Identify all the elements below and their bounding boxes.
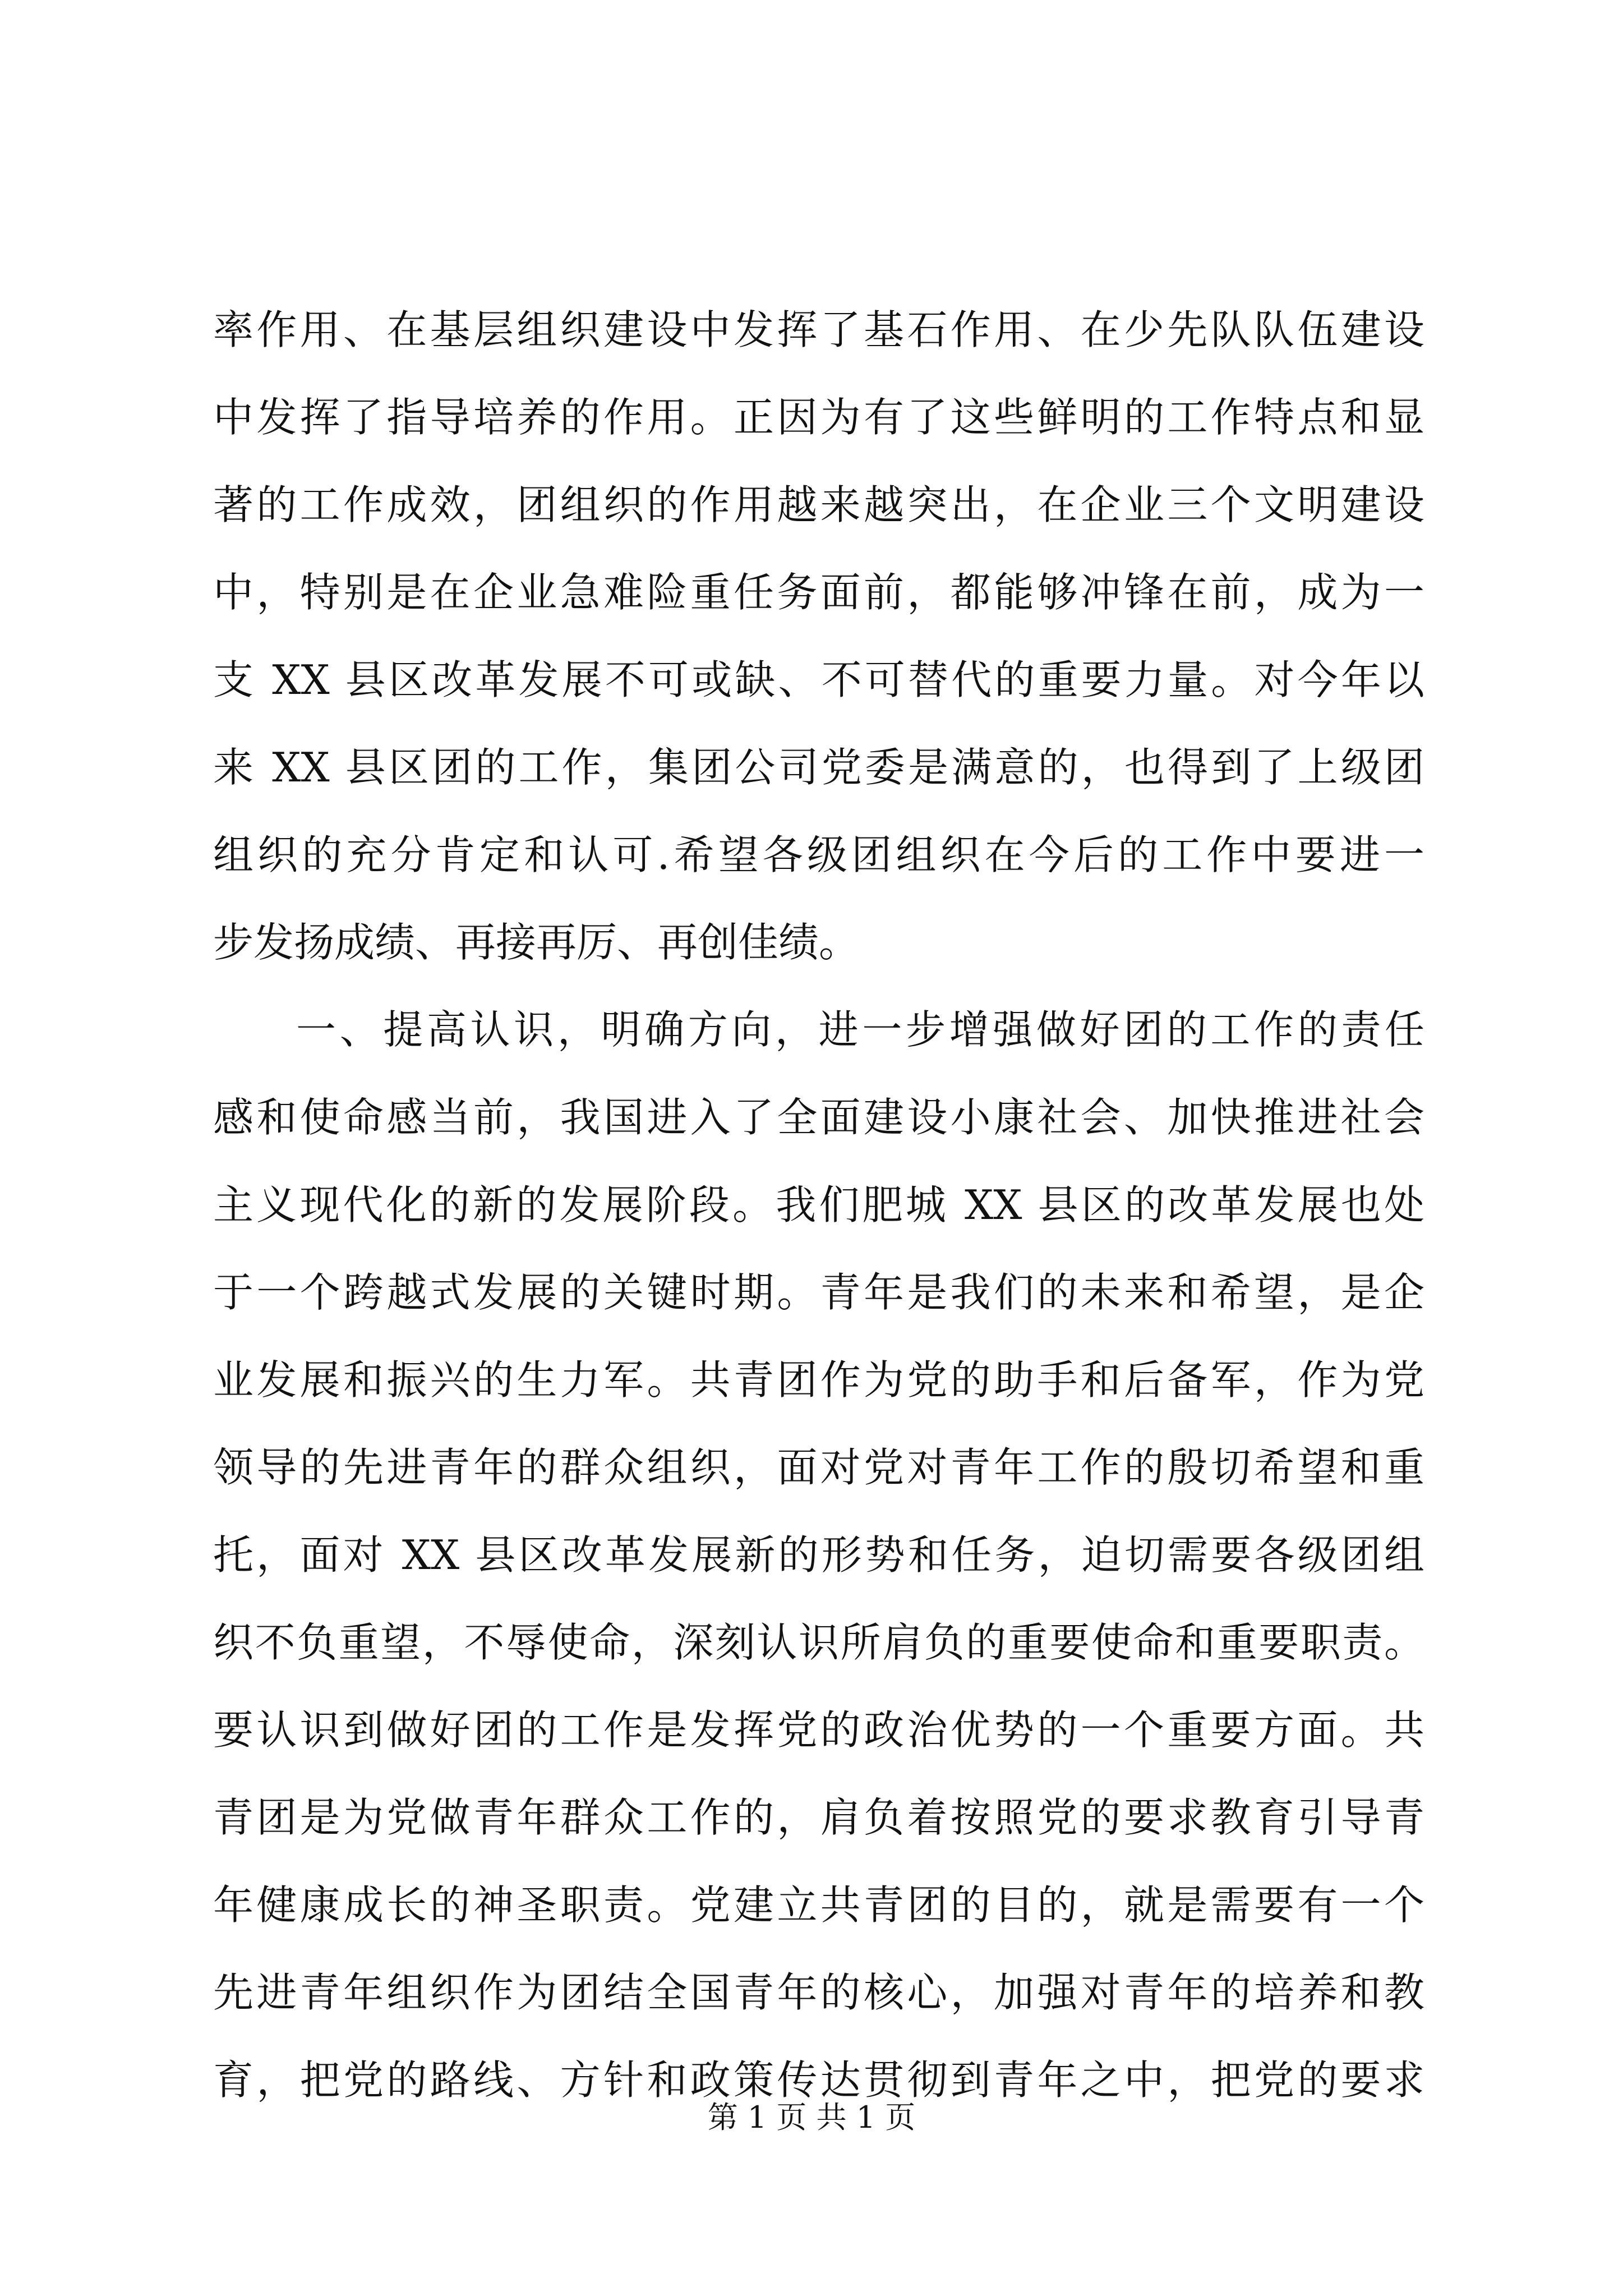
paragraph-1-line-2: 中发挥了指导培养的作用。正因为有了这些鲜明的工作特点和显 (213, 394, 1424, 441)
paragraph-2-line-2: 感和使命感当前，我国进入了全面建设小康社会、加快推进社会 (213, 1094, 1424, 1141)
paragraph-1-line-3: 著的工作成效，团组织的作用越来越突出，在企业三个文明建设 (213, 481, 1424, 528)
page-number-footer: 第 1 页 共 1 页 (707, 2100, 916, 2135)
paragraph-2-line-3: 主义现代化的新的发展阶段。我们肥城 XX 县区的改革发展也处 (213, 1181, 1424, 1228)
paragraph-2-line-8: 织不负重望，不辱使命，深刻认识所肩负的重要使命和重要职责。 (213, 1619, 1424, 1666)
paragraph-2-line-6: 领导的先进青年的群众组织，面对党对青年工作的殷切希望和重 (213, 1444, 1424, 1491)
paragraph-2-line-7: 托，面对 XX 县区改革发展新的形势和任务，迫切需要各级团组 (213, 1531, 1424, 1579)
paragraph-2-line-12: 先进青年组织作为团结全国青年的核心，加强对青年的培养和教 (213, 1969, 1424, 2016)
paragraph-1-line-4: 中，特别是在企业急难险重任务面前，都能够冲锋在前，成为一 (213, 569, 1424, 616)
paragraph-2-line-4: 于一个跨越式发展的关键时期。青年是我们的未来和希望，是企 (213, 1269, 1424, 1316)
paragraph-2-line-10: 青团是为党做青年群众工作的，肩负着按照党的要求教育引导青 (213, 1794, 1424, 1841)
paragraph-2-line-11: 年健康成长的神圣职责。党建立共青团的目的，就是需要有一个 (213, 1881, 1424, 1929)
document-body (213, 286, 1424, 2124)
paragraph-2-line-13: 育，把党的路线、方针和政策传达贯彻到青年之中，把党的要求 (213, 2056, 1424, 2104)
paragraph-2-line-9: 要认识到做好团的工作是发挥党的政治优势的一个重要方面。共 (213, 1706, 1424, 1754)
paragraph-2-line-5: 业发展和振兴的生力军。共青团作为党的助手和后备军，作为党 (213, 1356, 1424, 1404)
paragraph-1-line-7: 组织的充分肯定和认可.希望各级团组织在今后的工作中要进一 (213, 831, 1424, 878)
paragraph-1-line-1: 率作用、在基层组织建设中发挥了基石作用、在少先队队伍建设 (213, 306, 1424, 353)
paragraph-1-line-8: 步发扬成绩、再接再厉、再创佳绩。 (213, 919, 860, 966)
paragraph-1-line-5: 支 XX 县区改革发展不可或缺、不可替代的重要力量。对今年以 (213, 656, 1424, 703)
paragraph-2-line-1: 一、提高认识，明确方向，进一步增强做好团的工作的责任 (296, 1006, 1424, 1053)
paragraph-1-line-6: 来 XX 县区团的工作，集团公司党委是满意的，也得到了上级团 (213, 744, 1424, 791)
